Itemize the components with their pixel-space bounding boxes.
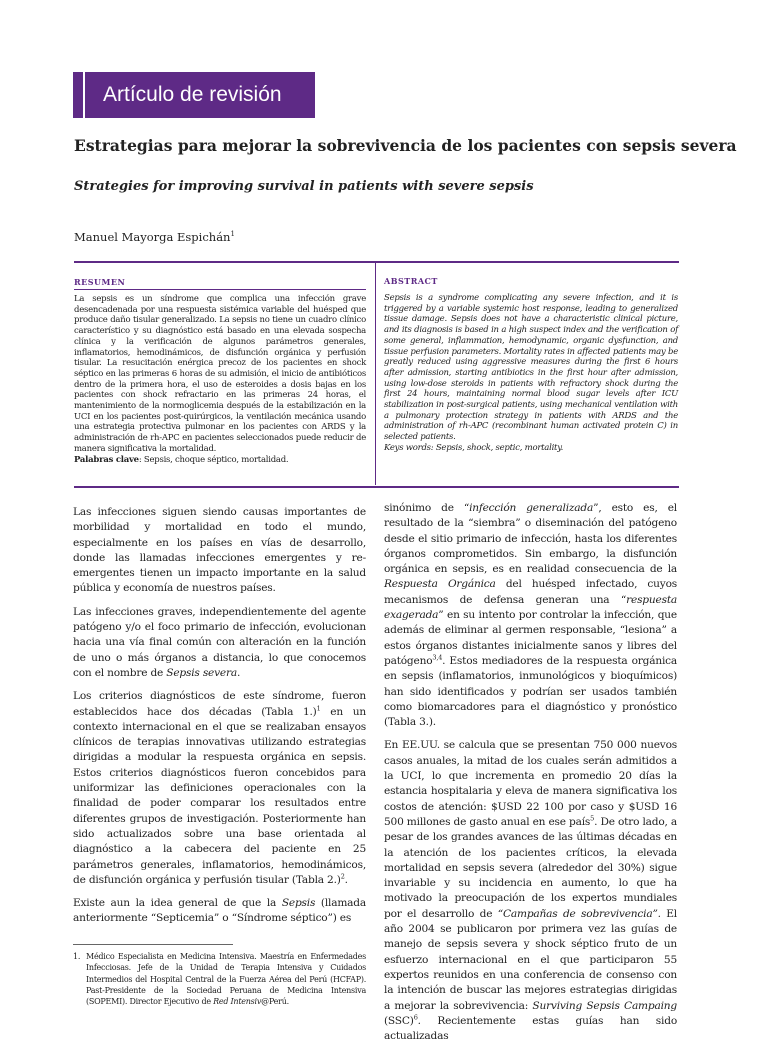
article-subtitle: Strategies for improving survival in patients with severe sepsis [74, 179, 534, 194]
text-run: ”, esto es, el resultado de la “siembra” o diseminación del patógeno desde el sitio primario de infección, hasta los diferentes órganos comprometidos. Sin embargo, la disfunción orgánica en sepsis, es en realidad consecuencia de la [384, 502, 677, 576]
body-paragraph: Las infecciones siguen siendo causas importantes de morbilidad y mortalidad en todo el mundo, especialmente en los países en vías de desarrollo, donde las llamadas infecciones emergentes y re-emergentes tienen un impacto importante en la salud pública y economía de nuestros países. [73, 506, 366, 595]
citation-ref: 6 [413, 1013, 418, 1022]
text-run: . El año 2004 se publicaron por primera vez las guías de manejo de sepsis severa y shock séptico fruto de un esfuerzo internacional en el que participaron 55 expertos reunidos en una conferencia de consenso con la intención de buscar las mejores estrategias dirigidas a mejorar la sobrevivencia: [384, 907, 677, 1012]
body-column-right [384, 501, 677, 1052]
citation-ref: 5 [590, 814, 595, 823]
resumen-text: La sepsis es un síndrome que complica una infección grave desencadenada por una respuesta sistémica variable del huésped que produce daño tisular generalizado. La sepsis no tiene un cuadro clínico característico y su diagnóstico está basado en una elevada sospecha clínica y la verificación de algunos parámetros generales, inflamatorios, hemodinámicos, de disfunción orgánica y perfusión tisular. La resucitación enérgica precoz de los pacientes en shock séptico en las primeras 6 horas de su admisión, el inicio de antibióticos dentro de la primera hora, el uso de esteroides a dosis bajas en los pacientes con shock refractario en las primeras 24 horas, el mantenimiento de la normoglicemia después de la estabilización en la UCI en los pacientes post-quirúrgicos, la ventilación mecánica usando una estrategia protectiva pulmonar en los pacientes con ARDS y la administración de rh-APC en pacientes seleccionados puede reducir de manera significativa la mortalidad. [74, 294, 366, 454]
abstract-keywords: Keys words: Sepsis, shock, septic, mortality. [384, 442, 564, 453]
body-paragraph [384, 738, 677, 1044]
footnote-rule [73, 944, 233, 945]
abstract-divider [375, 263, 376, 485]
resumen-body [74, 294, 366, 465]
text-run: . [344, 873, 348, 886]
text-run: Existe aun la idea general de que la [73, 897, 282, 910]
text-run-italic: respuesta exagerada [384, 593, 677, 622]
text-run: ” en su intento por controlar la infección, que además de eliminar al germen responsable, “lesiona” a estos órganos distantes inicialmente sanos y libres del patógeno [384, 609, 677, 667]
text-run-italic: Respuesta Orgánica [384, 578, 496, 591]
body-paragraph [73, 605, 366, 681]
resumen-keywords [74, 455, 366, 466]
citation-ref: 2 [340, 872, 345, 881]
author-name: Manuel Mayorga Espichán [74, 230, 231, 244]
text-run: sinónimo de “ [384, 502, 470, 514]
text-run: Los criterios diagnósticos de este síndrome, fueron establecidos hace dos décadas (Tabla 1.) [73, 690, 366, 718]
footnote [73, 951, 366, 1007]
text-run-italic: Red Intensiv [213, 997, 262, 1007]
text-run-italic: Sepsis severa [166, 666, 237, 679]
text-run: Médico Especialista en Medicina Intensiva. Maestría en Enfermedades Infecciosas. Jefe de la Unidad de Terapia Intensiva y Cuidados Intermedios del Hospital Central de la Fuerza Aérea del Perú (HCFAP). Past-Presidente de la Sociedad Peruana de Medicina Intensiva (SOPEMI). Director Ejecutivo de [86, 952, 366, 1007]
text-run-italic: Sepsis [281, 897, 316, 910]
citation-ref: 3,4 [432, 653, 443, 662]
abstract-heading: ABSTRACT [384, 276, 438, 286]
body-column-left [73, 505, 366, 935]
text-run-italic: Surviving Sepsis Campaing [532, 999, 677, 1012]
body-paragraph [73, 896, 366, 927]
body-paragraph [384, 501, 677, 730]
author [74, 230, 235, 244]
keywords-value: : Sepsis, choque séptico, mortalidad. [138, 454, 289, 465]
text-run: . De otro lado, a pesar de los grandes avances de las últimas décadas en la atención de los pacientes críticos, la elevada mortalidad en sepsis severa (alrededor del 30%) sigue invariable y su incidencia en aumento, lo que ha motivado la preocupación de los expertos mundiales por el desarrollo de [384, 815, 678, 920]
text-run: del huésped infectado, cuyos mecanismos de defensa generan una “ [384, 578, 677, 606]
footnote-number: 1. [73, 952, 81, 961]
article-title: Estrategias para mejorar la sobrevivencia de los pacientes con sepsis severa [74, 136, 737, 155]
author-ref: 1 [230, 230, 235, 239]
abstract-bottom-rule [74, 486, 679, 488]
citation-ref: 1 [316, 704, 321, 713]
text-run: @Perú. [261, 997, 289, 1007]
text-run: (SSC) [384, 1014, 414, 1027]
abstract-text: Sepsis is a syndrome complicating any severe infection, and it is triggered by a variable systemic host response, leading to generalized tissue damage. Sepsis does not have a characteristic clinical picture, and its diagnosis is based in a high suspect index and the verification of some general, inflammation, hemodynamic, organic dysfunction, and tissue perfusion parameters. Mortality rates in affected patients may be greatly reduced using aggressive measures during the first 6 hours after admission, starting antibiotics in the first hour after admission, using low-dose steroids in patients with refractory shock during the first 24 hours, maintaining normal blood sugar levels after ICU stabilization in post-surgical patients, using mechanical ventilation with a pulmonary protection strategy in patients with ARDS and the administration of rh-APC (recombinant human activated protein C) in selected patients. [384, 293, 678, 443]
section-label: Artículo de revisión [103, 83, 282, 106]
text-run: (llamada anteriormente “Septicemia” o “Síndrome séptico”) es [73, 897, 366, 925]
body-paragraph [73, 689, 366, 888]
text-run: En EE.UU. se calcula que se presentan 750 000 nuevos casos anuales, la mitad de los cuales serán admitidos a la UCI, lo que incrementa en promedio 20 días la estancia hospitalaria y eleva de manera significativa los costos de atención: $USD 22 100 por caso y $USD 16 500 millones de gasto anual en ese país [384, 739, 677, 828]
footnote-text [86, 951, 366, 1007]
keywords-label: Palabras clave [74, 454, 139, 465]
text-run-italic: “Campañas de sobrevivencia” [497, 907, 658, 920]
resumen-rule [74, 289, 366, 290]
text-run: . [236, 666, 241, 679]
text-run: . Estos mediadores de la respuesta orgánica en sepsis (inflamatorios, inmunológicos y bioquímicos) han sido identificados y podrían ser usados también como biomarcadores para el diagnóstico y pronóstico (Tabla 3.). [384, 654, 677, 729]
abstract-body [384, 293, 678, 454]
section-banner [73, 72, 321, 118]
text-run-italic: infección generalizada [469, 502, 594, 514]
resumen-heading: RESUMEN [74, 277, 126, 287]
text-run: . Recientemente estas guías han sido actualizadas [384, 1014, 677, 1043]
text-run: Las infecciones graves, independientemente del agente patógeno y/o el foco primario de infección, evolucionan hacia una vía final común con alteración en la función de uno o más órganos a distancia, lo que conocemos con el nombre de [73, 605, 366, 679]
text-run: en un contexto internacional en el que se realizaban ensayos clínicos de terapias innovativas utilizando estrategias dirigidas a modular la respuesta orgánica en sepsis. Estos criterios diagnósticos fueron concebidos para uniformizar las definiciones operacionales con la finalidad de poder comparar los resultados entre diferentes grupos de investigación. Posteriormente han sido actualizados sobre una base orientada al diagnóstico a la cabecera del paciente en 25 parámetros generales, inflamatorios, hemodinámicos, de disfunción orgánica y perfusión tisular (Tabla 2.) [73, 705, 366, 886]
abstract-top-rule [74, 261, 679, 263]
